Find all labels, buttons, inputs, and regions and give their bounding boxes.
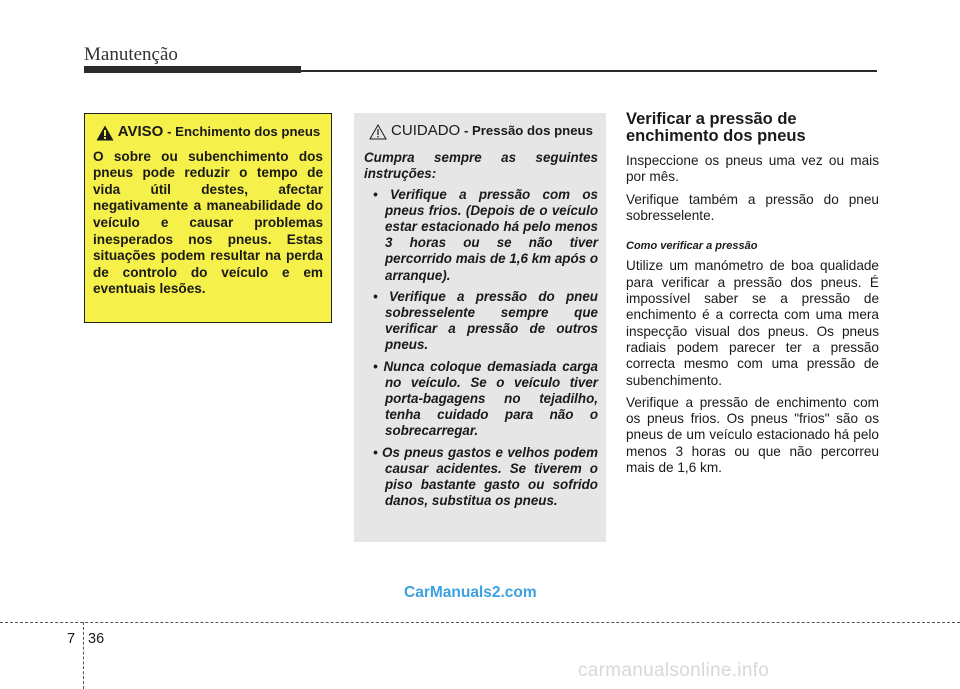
- paragraph: Utilize um manómetro de boa qualidade para verificar a pressão dos pneus. É impossível saber se a pressão de enchimento é a correcta com uma mera inspecção visual dos pneus. Os pneus radiais podem parecer ter a pressão correcta mesmo com uma pressão de subenchimento.: [626, 258, 879, 388]
- paragraph: Inspeccione os pneus uma vez ou mais por mês.: [626, 153, 879, 185]
- list-item: • Os pneus gastos e velhos podem causar acidentes. Se tiverem o piso bastante gasto ou sofrido danos, substitua os pneus.: [373, 444, 598, 509]
- warning-header: [93, 124, 323, 146]
- warning-title: - Enchimento dos pneus: [167, 124, 321, 139]
- caution-label: CUIDADO: [391, 122, 461, 139]
- list-item-text: Verifique a pressão do pneu sobresselente sempre que verificar a pressão de outros pneus.: [385, 288, 598, 353]
- caution-title: - Pressão dos pneus: [463, 123, 593, 138]
- header-bar: [84, 66, 301, 73]
- header-rule: [301, 70, 877, 72]
- paragraph: Verifique a pressão de enchimento com os pneus frios. Os pneus "frios" são os pneus de um veículo estacionado há pelo menos 3 horas ou que não percorreu mais de 1,6 km.: [626, 394, 879, 476]
- footer-vertical-divider: [83, 622, 84, 689]
- list-item: • Verifique a pressão do pneu sobresselente sempre que verificar a pressão de outros pneus.: [373, 288, 598, 353]
- caution-intro: Cumpra sempre as seguintes instruções:: [364, 150, 598, 182]
- paragraph: Verifique também a pressão do pneu sobresselente.: [626, 191, 879, 223]
- caution-box: [354, 113, 606, 542]
- list-item-text: Verifique a pressão com os pneus frios. (Depois de o veículo estar estacionado há pelo menos 3 horas ou se não tiver percorrido mais de 1,6 km após o arranque).: [385, 186, 598, 283]
- caution-list: [364, 187, 598, 510]
- main-content: [626, 111, 879, 482]
- page-title: Verificar a pressão de enchimento dos pneus: [626, 110, 806, 145]
- caution-header: [364, 123, 598, 144]
- chapter-number: 7: [67, 631, 76, 647]
- warning-triangle-filled-icon: [96, 125, 114, 146]
- list-item-text: Os pneus gastos e velhos podem causar acidentes. Se tiverem o piso bastante gasto ou sofrido danos, substitua os pneus.: [382, 444, 598, 509]
- page-number: 36: [88, 631, 105, 647]
- footer-watermark: carmanualsonline.info: [578, 660, 770, 681]
- list-item-text: Nunca coloque demasiada carga no veículo. Se o veículo tiver porta-bagagens no tejadilho, tenha cuidado para não o sobrecarregar.: [383, 358, 598, 439]
- footer-divider: [0, 622, 960, 623]
- list-item: • Nunca coloque demasiada carga no veículo. Se o veículo tiver porta-bagagens no tejadilho, tenha cuidado para não o sobrecarregar.: [373, 358, 598, 439]
- watermark-link[interactable]: CarManuals2.com: [404, 584, 537, 601]
- warning-box: [84, 113, 332, 323]
- caution-triangle-outline-icon: [369, 124, 387, 144]
- warning-body: O sobre ou subenchimento dos pneus pode reduzir o tempo de vida útil destes, afectar negativamente a maneabilidade do veículo e causar problemas inesperados nos pneus. Estas situações podem resultar na perda de controlo do veículo e em eventuais lesões.: [93, 148, 323, 297]
- section-title: Manutenção: [84, 44, 178, 65]
- list-item: • Verifique a pressão com os pneus frios. (Depois de o veículo estar estacionado há pelo menos 3 horas ou se não tiver percorrido mais de 1,6 km após o arranque).: [373, 186, 598, 283]
- subheading: Como verificar a pressão: [626, 240, 758, 253]
- warning-label: AVISO: [117, 123, 164, 140]
